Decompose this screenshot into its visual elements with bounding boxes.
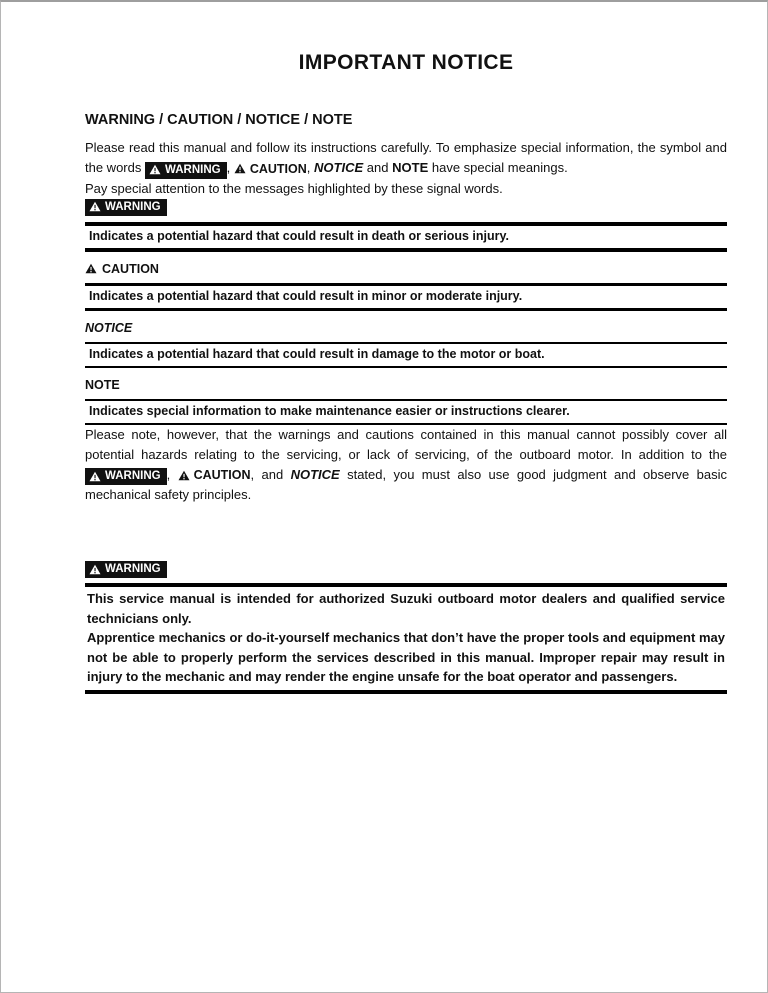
note-definition-section (85, 377, 727, 425)
notice-definition-section (85, 320, 727, 368)
warning-triangle-icon (149, 164, 161, 175)
warning-badge (85, 199, 167, 216)
caution-label-row (85, 261, 727, 277)
warning-badge-label: WARNING (105, 563, 161, 575)
note-text-after: stated, you must also use good judgment and observe basic mechanical safety principles. (85, 466, 727, 502)
separator: , (306, 160, 311, 175)
warning-badge (85, 561, 167, 578)
note-label-row (85, 377, 727, 393)
notice-definition-text: Indicates a potential hazard that could result in damage to the motor or boat. (85, 342, 727, 368)
notice-label-row (85, 320, 727, 336)
warning-definition-text: Indicates a potential hazard that could result in death or serious injury. (85, 222, 727, 252)
page-content (85, 2, 727, 694)
separator: , and (250, 466, 284, 482)
warning-triangle-icon (89, 564, 101, 575)
caution-label-inline (178, 465, 251, 485)
caution-label-inline (234, 159, 307, 179)
final-warning-para1: This service manual is intended for authorized Suzuki outboard motor dealers and qualified service technicians only. (87, 591, 725, 626)
final-warning-section (85, 561, 727, 694)
separator: , (166, 466, 171, 482)
notice-word: NOTICE (314, 160, 364, 175)
caution-label-text: CAUTION (249, 161, 307, 176)
note-definition-text: Indicates special information to make maintenance easier or instructions clearer. (85, 399, 727, 425)
intro-text-after: have special meanings. (431, 160, 568, 175)
note-label: NOTE (85, 377, 120, 392)
intro-line2: Pay special attention to the messages highlighted by these signal words. (85, 180, 503, 196)
notice-word: NOTICE (290, 466, 340, 482)
warning-badge-label: WARNING (105, 470, 161, 482)
warning-badge-inline (145, 162, 227, 179)
warning-definition-section (85, 199, 727, 252)
final-warning-label-row (85, 561, 727, 578)
note-text-before: Please note, however, that the warnings and cautions contained in this manual cannot possibly cover all potential hazards relating to the servicing, or lack of servicing, of the outboard motor. In addition to the (85, 426, 727, 462)
caution-label-text: CAUTION (193, 468, 251, 482)
warning-badge-inline (85, 468, 167, 485)
warning-triangle-icon (89, 471, 101, 482)
caution-label-text: CAUTION (102, 261, 159, 276)
caution-triangle-icon (178, 470, 190, 481)
separator: , (226, 160, 231, 175)
note-paragraph (85, 425, 727, 506)
warning-label-row (85, 199, 727, 216)
page-title: IMPORTANT NOTICE (298, 51, 514, 74)
note-word: NOTE (392, 160, 429, 175)
caution-triangle-icon (85, 263, 97, 274)
warning-triangle-icon (89, 201, 101, 212)
warning-badge-label: WARNING (165, 163, 221, 176)
caution-definition-section (85, 261, 727, 311)
final-warning-para2: Apprentice mechanics or do-it-yourself mechanics that don’t have the proper tools and equipment may not be able to properly perform the services described in this manual. Improper repair may result in injury to the mechanic and may render the engine unsafe for the boat operator and passengers. (87, 630, 725, 684)
final-warning-box (85, 583, 727, 694)
warning-badge-label: WARNING (105, 200, 161, 213)
and-word: and (366, 160, 389, 175)
caution-triangle-icon (234, 163, 246, 174)
section-heading: WARNING / CAUTION / NOTICE / NOTE (85, 112, 353, 128)
intro-text-before: Please read this manual and follow its instructions carefully. To emphasize special information, the symbol and the words (85, 140, 727, 175)
caution-definition-text: Indicates a potential hazard that could result in minor or moderate injury. (85, 283, 727, 311)
caution-label (85, 261, 159, 277)
notice-label: NOTICE (85, 320, 133, 335)
intro-paragraph (85, 138, 727, 199)
